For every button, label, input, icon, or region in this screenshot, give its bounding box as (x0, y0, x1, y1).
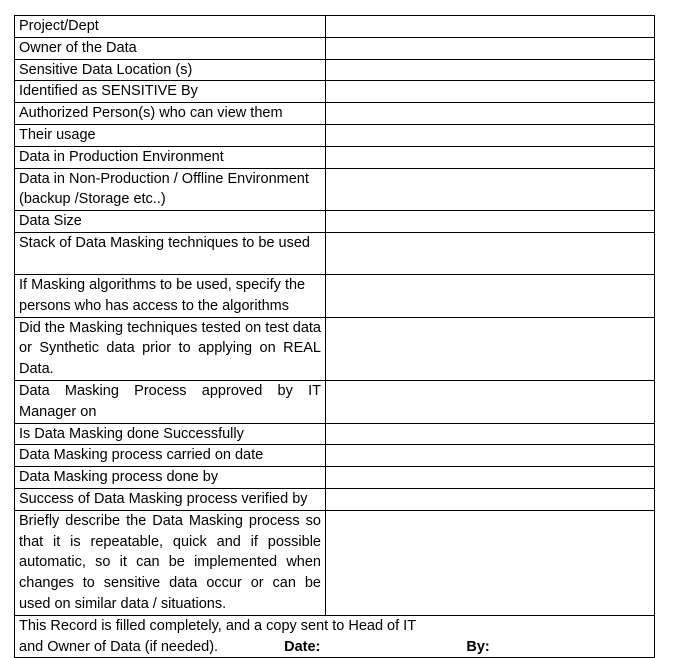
row-label-production-environment: Data in Production Environment (15, 146, 326, 168)
footer-cell (15, 615, 655, 658)
row-label-masking-algorithms-access: If Masking algorithms to be used, specify the persons who has access to the algorithms (15, 274, 326, 317)
row-value-data-size[interactable] (326, 211, 655, 233)
row-label-sensitive-data-location: Sensitive Data Location (s) (15, 59, 326, 81)
row-value-process-done-by[interactable] (326, 467, 655, 489)
row-value-process-carried-on-date[interactable] (326, 445, 655, 467)
table-row (15, 37, 655, 59)
row-label-techniques-tested: Did the Masking techniques tested on test data or Synthetic data prior to applying on REAL Data. (15, 317, 326, 380)
row-label-success-verified-by: Success of Data Masking process verified by (15, 488, 326, 510)
row-label-data-size: Data Size (15, 211, 326, 233)
table-row-footer (15, 615, 655, 658)
row-label-owner-of-data: Owner of the Data (15, 37, 326, 59)
row-value-project-dept[interactable] (326, 16, 655, 38)
table-row (15, 445, 655, 467)
table-row (15, 380, 655, 423)
table-row (15, 274, 655, 317)
row-label-process-approved-by: Data Masking Process approved by IT Manager on (15, 380, 326, 423)
table-row (15, 168, 655, 211)
row-value-identified-as-sensitive-by[interactable] (326, 81, 655, 103)
row-value-production-environment[interactable] (326, 146, 655, 168)
row-value-non-production-environment[interactable] (326, 168, 655, 211)
date-label: Date: (284, 638, 321, 655)
row-value-masking-techniques-stack[interactable] (326, 232, 655, 274)
table-row (15, 81, 655, 103)
table-row (15, 103, 655, 125)
table-row (15, 317, 655, 380)
row-value-process-description[interactable] (326, 510, 655, 615)
table-row (15, 16, 655, 38)
data-masking-record-form (14, 15, 655, 658)
table-row (15, 423, 655, 445)
row-label-process-done-by: Data Masking process done by (15, 467, 326, 489)
table-row (15, 488, 655, 510)
row-value-sensitive-data-location[interactable] (326, 59, 655, 81)
table-row (15, 211, 655, 233)
row-label-process-description: Briefly describe the Data Masking process so that it is repeatable, quick and if possible automatic, so it can be implemented when changes to sensitive data occur or can be used on similar data / situations. (15, 510, 326, 615)
row-label-masking-done-successfully: Is Data Masking done Successfully (15, 423, 326, 445)
row-label-authorized-persons: Authorized Person(s) who can view them (15, 103, 326, 125)
row-value-their-usage[interactable] (326, 124, 655, 146)
table-row (15, 232, 655, 274)
row-value-process-approved-by[interactable] (326, 380, 655, 423)
row-label-project-dept: Project/Dept (15, 16, 326, 38)
row-value-masking-algorithms-access[interactable] (326, 274, 655, 317)
row-label-identified-as-sensitive-by: Identified as SENSITIVE By (15, 81, 326, 103)
row-label-process-carried-on-date: Data Masking process carried on date (15, 445, 326, 467)
table-row (15, 146, 655, 168)
table-row (15, 59, 655, 81)
row-label-masking-techniques-stack: Stack of Data Masking techniques to be used (15, 232, 326, 274)
table-row (15, 510, 655, 615)
table-row (15, 467, 655, 489)
row-value-success-verified-by[interactable] (326, 488, 655, 510)
row-value-owner-of-data[interactable] (326, 37, 655, 59)
row-label-their-usage: Their usage (15, 124, 326, 146)
footer-line-2 (19, 637, 650, 658)
by-label: By: (466, 638, 490, 655)
row-value-authorized-persons[interactable] (326, 103, 655, 125)
row-value-techniques-tested[interactable] (326, 317, 655, 380)
row-value-masking-done-successfully[interactable] (326, 423, 655, 445)
table-row (15, 124, 655, 146)
footer-owner-text: and Owner of Data (if needed). (19, 638, 219, 655)
footer-line-1: This Record is filled completely, and a copy sent to Head of IT (19, 617, 417, 634)
row-label-non-production-environment: Data in Non-Production / Offline Environment (backup /Storage etc..) (15, 168, 326, 211)
